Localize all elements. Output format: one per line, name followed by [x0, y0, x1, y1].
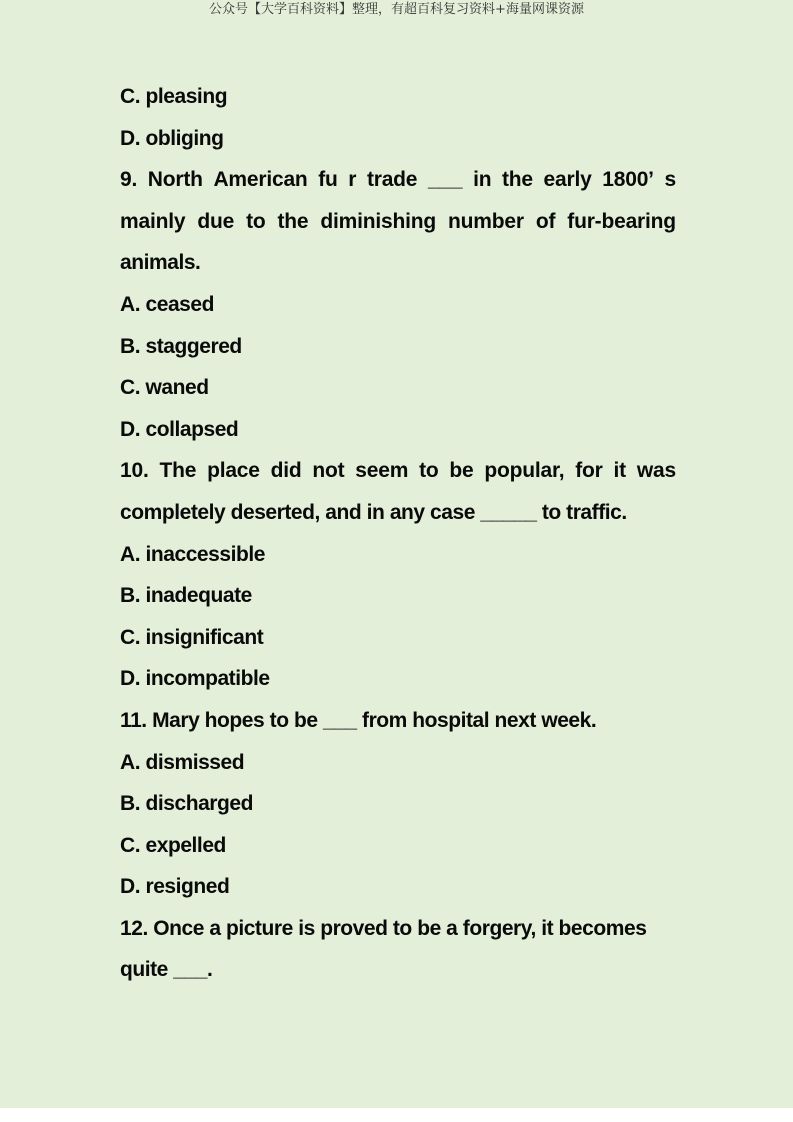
- option-9-d: D. obliging: [120, 126, 224, 150]
- option-11-c: C. expelled: [120, 833, 226, 857]
- word: seem: [355, 459, 409, 483]
- word: trade: [366, 168, 418, 192]
- option-11-b: B. discharged: [120, 792, 254, 816]
- word: of: [535, 209, 556, 233]
- word: due: [197, 209, 235, 233]
- option-11-d: D. resigned: [120, 875, 230, 899]
- option-9-a: A. ceased: [120, 292, 215, 316]
- question-9-line-3: animals.: [120, 251, 201, 275]
- word: the: [501, 168, 533, 192]
- word: was: [636, 459, 676, 483]
- word: r: [348, 168, 357, 192]
- word: place: [207, 459, 260, 483]
- option-10-c: C. insignificant: [120, 625, 264, 649]
- word: 1800’: [602, 168, 654, 192]
- word: 10.: [120, 459, 149, 483]
- word: in: [473, 168, 492, 192]
- word: diminishing: [320, 209, 437, 233]
- word: popular,: [484, 459, 565, 483]
- option-11-a: A. dismissed: [120, 750, 245, 774]
- question-12-line-1: 12. Once a picture is proved to be a forgery, it becomes: [120, 916, 647, 940]
- word: for: [575, 459, 603, 483]
- question-9-line-2: [120, 201, 676, 243]
- question-10-line-2: completely deserted, and in any case _____ to traffic.: [120, 500, 627, 524]
- word: early: [543, 168, 592, 192]
- word: fur-bearing: [567, 209, 676, 233]
- option-9-d: D. collapsed: [120, 417, 239, 441]
- option-9-c: C. pleasing: [120, 85, 228, 108]
- word: to: [246, 209, 266, 233]
- question-11: 11. Mary hopes to be ___ from hospital next week.: [120, 708, 597, 732]
- word: the: [277, 209, 309, 233]
- word: American: [213, 168, 308, 192]
- word: not: [312, 459, 345, 483]
- page-header: 公众号【大学百科资料】整理，有超百科复习资料+海量网课资源: [209, 2, 584, 17]
- option-9-c: C. waned: [120, 376, 209, 400]
- answer-blank: ___: [427, 168, 463, 192]
- word: The: [159, 459, 197, 483]
- word: number: [448, 209, 524, 233]
- option-10-d: D. incompatible: [120, 667, 270, 691]
- question-12-line-2: quite ___.: [120, 958, 213, 982]
- word: fu: [318, 168, 338, 192]
- word: 9.: [120, 168, 138, 192]
- word: mainly: [120, 209, 186, 233]
- question-10-line-1: [120, 450, 676, 492]
- word: did: [270, 459, 302, 483]
- option-10-a: A. inaccessible: [120, 542, 265, 566]
- page-content: [120, 76, 676, 991]
- option-9-b: B. staggered: [120, 334, 242, 358]
- word: it: [613, 459, 626, 483]
- word: to: [419, 459, 439, 483]
- word: be: [449, 459, 474, 483]
- option-10-b: B. inadequate: [120, 584, 252, 608]
- word: North: [147, 168, 203, 192]
- word: s: [664, 168, 676, 192]
- question-9-line-1: [120, 159, 676, 201]
